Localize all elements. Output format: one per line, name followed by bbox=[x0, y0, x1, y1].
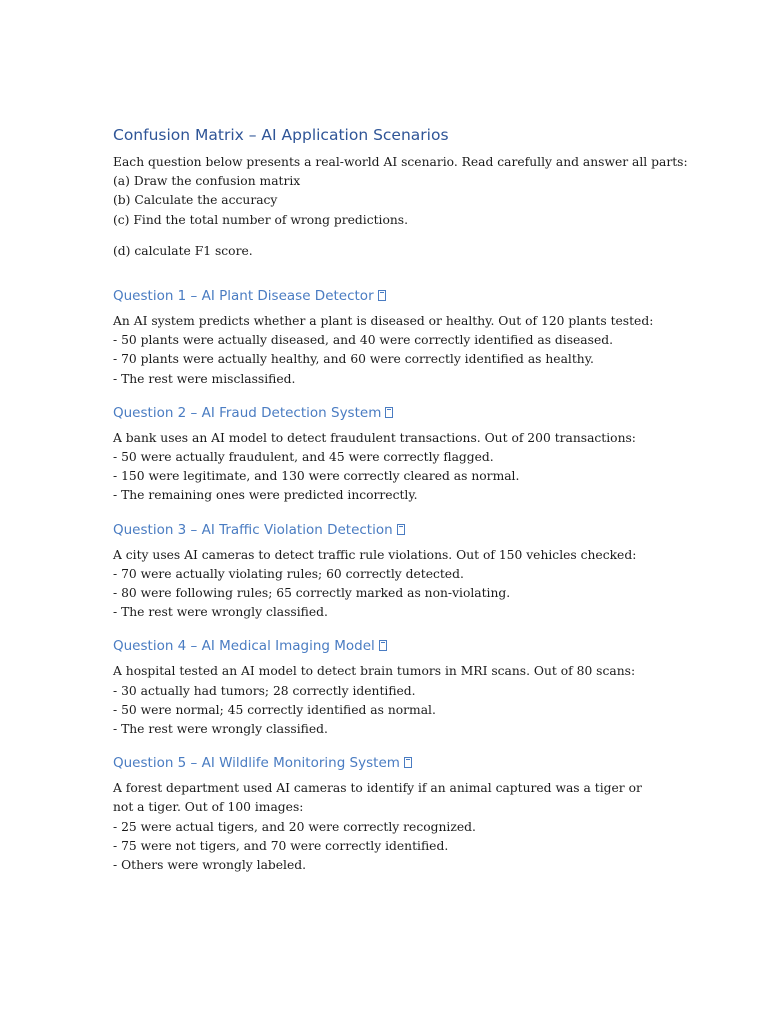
question-2-line-3: - 150 were legitimate, and 130 were correctly cleared as normal. bbox=[113, 469, 520, 484]
question-4-line-4: - The rest were wrongly classified. bbox=[113, 722, 328, 737]
question-1-line-4: - The rest were misclassified. bbox=[113, 371, 296, 386]
question-3-line-4: - The rest were wrongly classified. bbox=[113, 605, 328, 620]
question-5-line-2: - 25 were actual tigers, and 20 were correctly recognized. bbox=[113, 819, 476, 834]
missing-glyph-box-icon bbox=[379, 640, 387, 651]
question-2-heading bbox=[113, 403, 673, 423]
question-5-line-1: A forest department used AI cameras to identify if an animal captured was a tiger or not a tiger. Out of 100 images: bbox=[113, 781, 642, 815]
question-4-line-1: A hospital tested an AI model to detect brain tumors in MRI scans. Out of 80 scans: bbox=[113, 664, 636, 679]
question-2-line-2: - 50 were actually fraudulent, and 45 were correctly flagged. bbox=[113, 450, 494, 465]
question-1-heading bbox=[113, 286, 673, 306]
question-1-title: Question 1 – AI Plant Disease Detector bbox=[113, 288, 374, 305]
question-3-title: Question 3 – AI Traffic Violation Detection bbox=[113, 521, 393, 538]
question-3-line-3: - 80 were following rules; 65 correctly marked as non-violating. bbox=[113, 586, 511, 601]
document-content bbox=[113, 124, 688, 875]
question-5-title: Question 5 – AI Wildlife Monitoring System bbox=[113, 755, 400, 772]
question-4-line-2: - 30 actually had tumors; 28 correctly identified. bbox=[113, 683, 416, 698]
missing-glyph-box-icon bbox=[385, 407, 393, 418]
question-3-line-2: - 70 were actually violating rules; 60 correctly detected. bbox=[113, 566, 464, 581]
question-5-line-4: - Others were wrongly labeled. bbox=[113, 858, 307, 873]
intro-text: Each question below presents a real-world AI scenario. Read carefully and answer all parts: bbox=[113, 155, 688, 169]
part-c: (c) Find the total number of wrong predictions. bbox=[113, 212, 409, 227]
question-2-title: Question 2 – AI Fraud Detection System bbox=[113, 404, 382, 421]
missing-glyph-box-icon bbox=[397, 524, 405, 535]
question-1-line-2: - 50 plants were actually diseased, and 40 were correctly identified as diseased. bbox=[113, 333, 614, 348]
part-b: (b) Calculate the accuracy bbox=[113, 193, 278, 208]
part-d: (d) calculate F1 score. bbox=[113, 243, 253, 258]
missing-glyph-box-icon bbox=[404, 757, 412, 768]
question-5-heading bbox=[113, 753, 673, 773]
question-1-line-3: - 70 plants were actually healthy, and 60 were correctly identified as healthy. bbox=[113, 352, 594, 367]
part-a: (a) Draw the confusion matrix bbox=[113, 174, 301, 189]
question-4-heading bbox=[113, 636, 673, 656]
missing-glyph-box-icon bbox=[378, 290, 386, 301]
question-2-line-1: A bank uses an AI model to detect fraudulent transactions. Out of 200 transactions: bbox=[113, 430, 636, 445]
question-3-line-1: A city uses AI cameras to detect traffic rule violations. Out of 150 vehicles checked: bbox=[113, 547, 637, 562]
question-4-line-3: - 50 were normal; 45 correctly identified as normal. bbox=[113, 702, 436, 717]
question-5-line-3: - 75 were not tigers, and 70 were correctly identified. bbox=[113, 838, 449, 853]
question-2-line-4: - The remaining ones were predicted incorrectly. bbox=[113, 488, 418, 503]
question-1-line-1: An AI system predicts whether a plant is diseased or healthy. Out of 120 plants tested: bbox=[113, 314, 654, 329]
question-4-title: Question 4 – AI Medical Imaging Model bbox=[113, 638, 375, 655]
document-title: Confusion Matrix – AI Application Scenarios bbox=[113, 126, 449, 144]
question-3-heading bbox=[113, 520, 673, 540]
